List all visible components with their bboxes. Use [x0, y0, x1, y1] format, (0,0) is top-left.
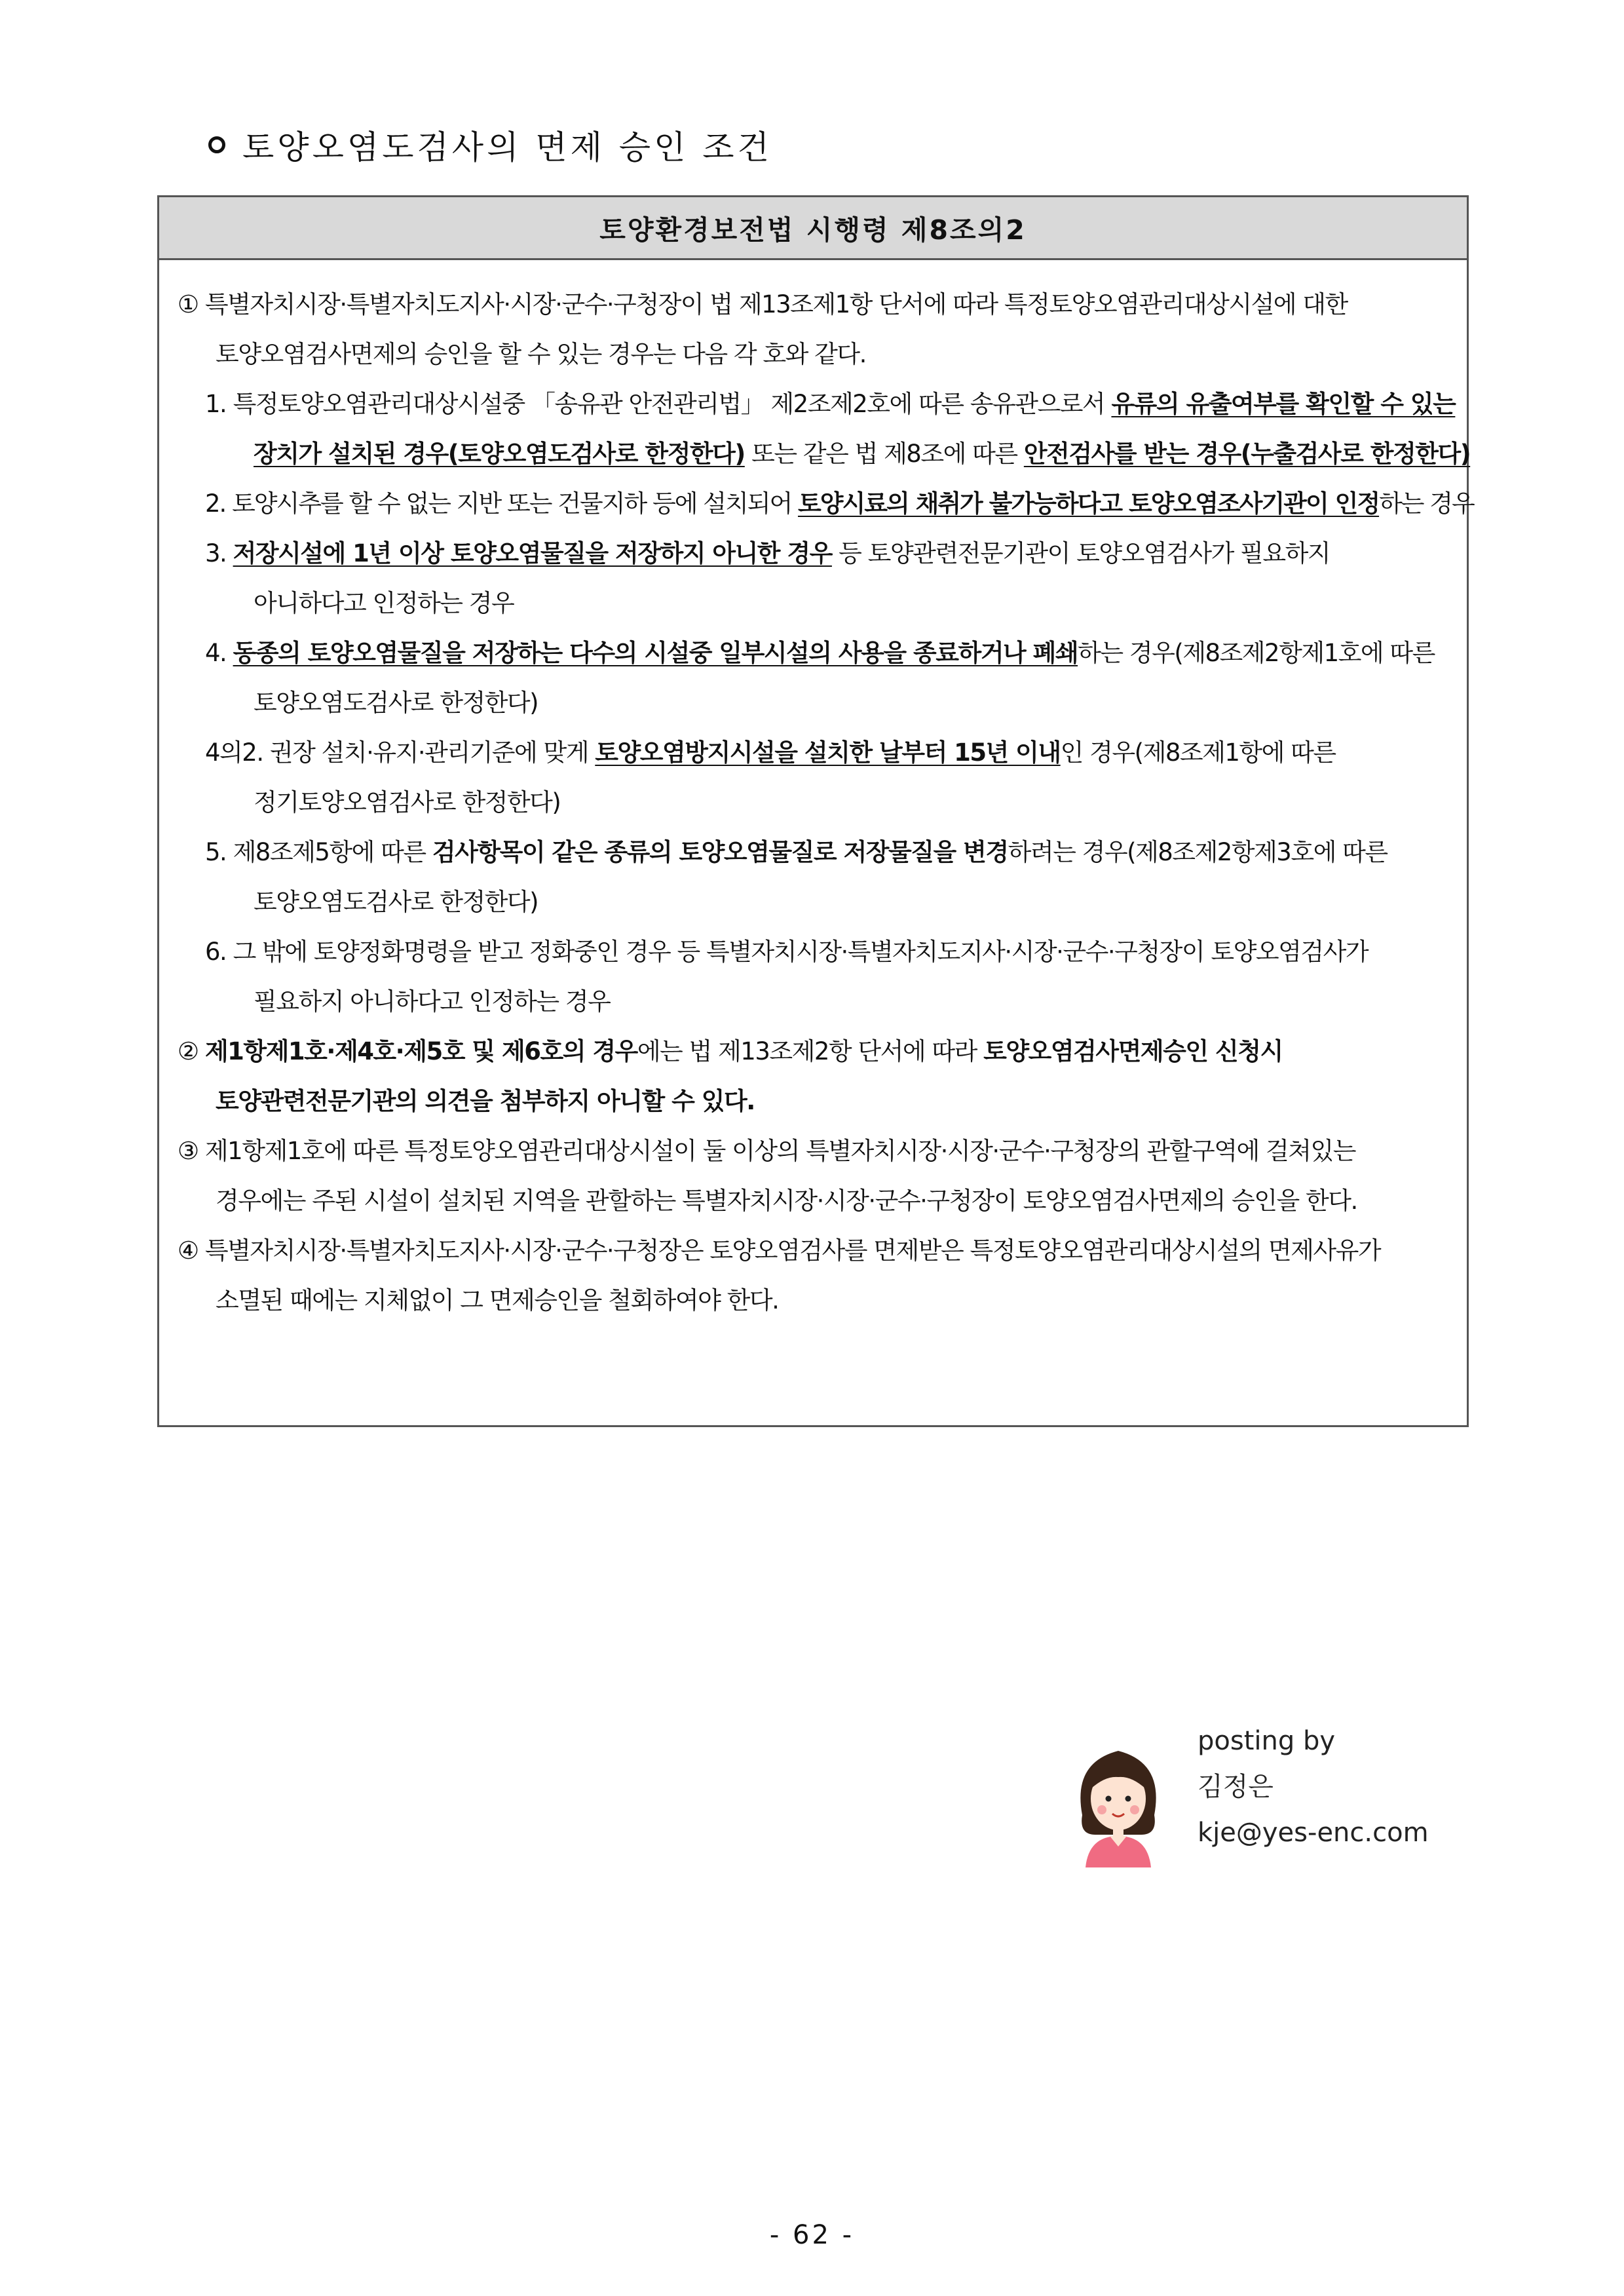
author-signature	[1198, 1718, 1429, 1856]
clause-3: ③ 제1항제1호에 따른 특정토양오염관리대상시설이 둘 이상의 특별자치시장·시장·군수·구청장의 관할구역에 걸쳐있는 경우에는 주된 시설이 설치된 지역을 관할하는 특별자치시장·시장·군수·구청장이 토양오염검사면제의 승인을 한다.	[178, 1137, 1357, 1215]
item-4-2: 4의2. 권장 설치·유지·관리기준에 맞게 토양오염방지시설을 설치한 날부터 15년 이내인 경우(제8조제1항에 따른 정기토양오염검사로 한정한다)	[205, 738, 1336, 816]
law-excerpt-box	[157, 195, 1474, 1427]
item-5: 5. 제8조제5항에 따른 검사항목이 같은 종류의 토양오염물질로 저장물질을 변경하려는 경우(제8조제2항제3호에 따른 토양오염도검사로 한정한다)	[205, 838, 1388, 916]
clause-4: ④ 특별자치시장·특별자치도지사·시장·군수·구청장은 토양오염검사를 면제받은 특정토양오염관리대상시설의 면제사유가 소멸된 때에는 지체없이 그 면제승인을 철회하여야 한다.	[178, 1236, 1381, 1314]
law-body	[159, 260, 1474, 1326]
item-1: 1. 특정토양오염관리대상시설중 「송유관 안전관리법」 제2조제2호에 따른 송유관으로서 유류의 유출여부를 확인할 수 있는 장치가 설치된 경우(토양오염도검사로 한정한다) 또는 같은 법 제8조에 따른 안전검사를 받는 경우(누출검사로 한정한다)	[205, 390, 1471, 468]
law-box-title: 토양환경보전법 시행령 제8조의2	[159, 197, 1467, 260]
item-2: 2. 토양시추를 할 수 없는 지반 또는 건물지하 등에 설치되어 토양시료의 채취가 불가능하다고 토양오염조사기관이 인정하는 경우	[205, 489, 1474, 518]
section-title: 토양오염도검사의 면제 승인 조건	[242, 128, 772, 166]
item-3: 3. 저장시설에 1년 이상 토양오염물질을 저장하지 아니한 경우 등 토양관련전문기관이 토양오염검사가 필요하지 아니하다고 인정하는 경우	[205, 539, 1331, 617]
item-6: 6. 그 밖에 토양정화명령을 받고 정화중인 경우 등 특별자치시장·특별자치도지사·시장·군수·구청장이 토양오염검사가 필요하지 아니하다고 인정하는 경우	[205, 938, 1369, 1016]
section-heading	[208, 122, 772, 168]
page-number: - 62 -	[769, 2220, 855, 2250]
author-avatar-icon	[1069, 1736, 1167, 1867]
circle-bullet-icon	[208, 136, 225, 153]
item-4: 4. 동종의 토양오염물질을 저장하는 다수의 시설중 일부시설의 사용을 종료하거나 폐쇄하는 경우(제8조제2항제1호에 따른 토양오염도검사로 한정한다)	[205, 639, 1435, 717]
clause-2: ② 제1항제1호·제4호·제5호 및 제6호의 경우에는 법 제13조제2항 단서에 따라 토양오염검사면제승인 신청시 토양관련전문기관의 의견을 첨부하지 아니할 수 있다.	[178, 1037, 1283, 1115]
posting-label: posting by	[1198, 1726, 1336, 1756]
clause-1: ① 특별자치시장·특별자치도지사·시장·군수·구청장이 법 제13조제1항 단서에 따라 특정토양오염관리대상시설에 대한 토양오염검사면제의 승인을 할 수 있는 경우는 다음 각 호와 같다.	[178, 290, 1348, 368]
author-email: kje@yes-enc.com	[1198, 1818, 1429, 1848]
author-name: 김정은	[1198, 1772, 1274, 1802]
